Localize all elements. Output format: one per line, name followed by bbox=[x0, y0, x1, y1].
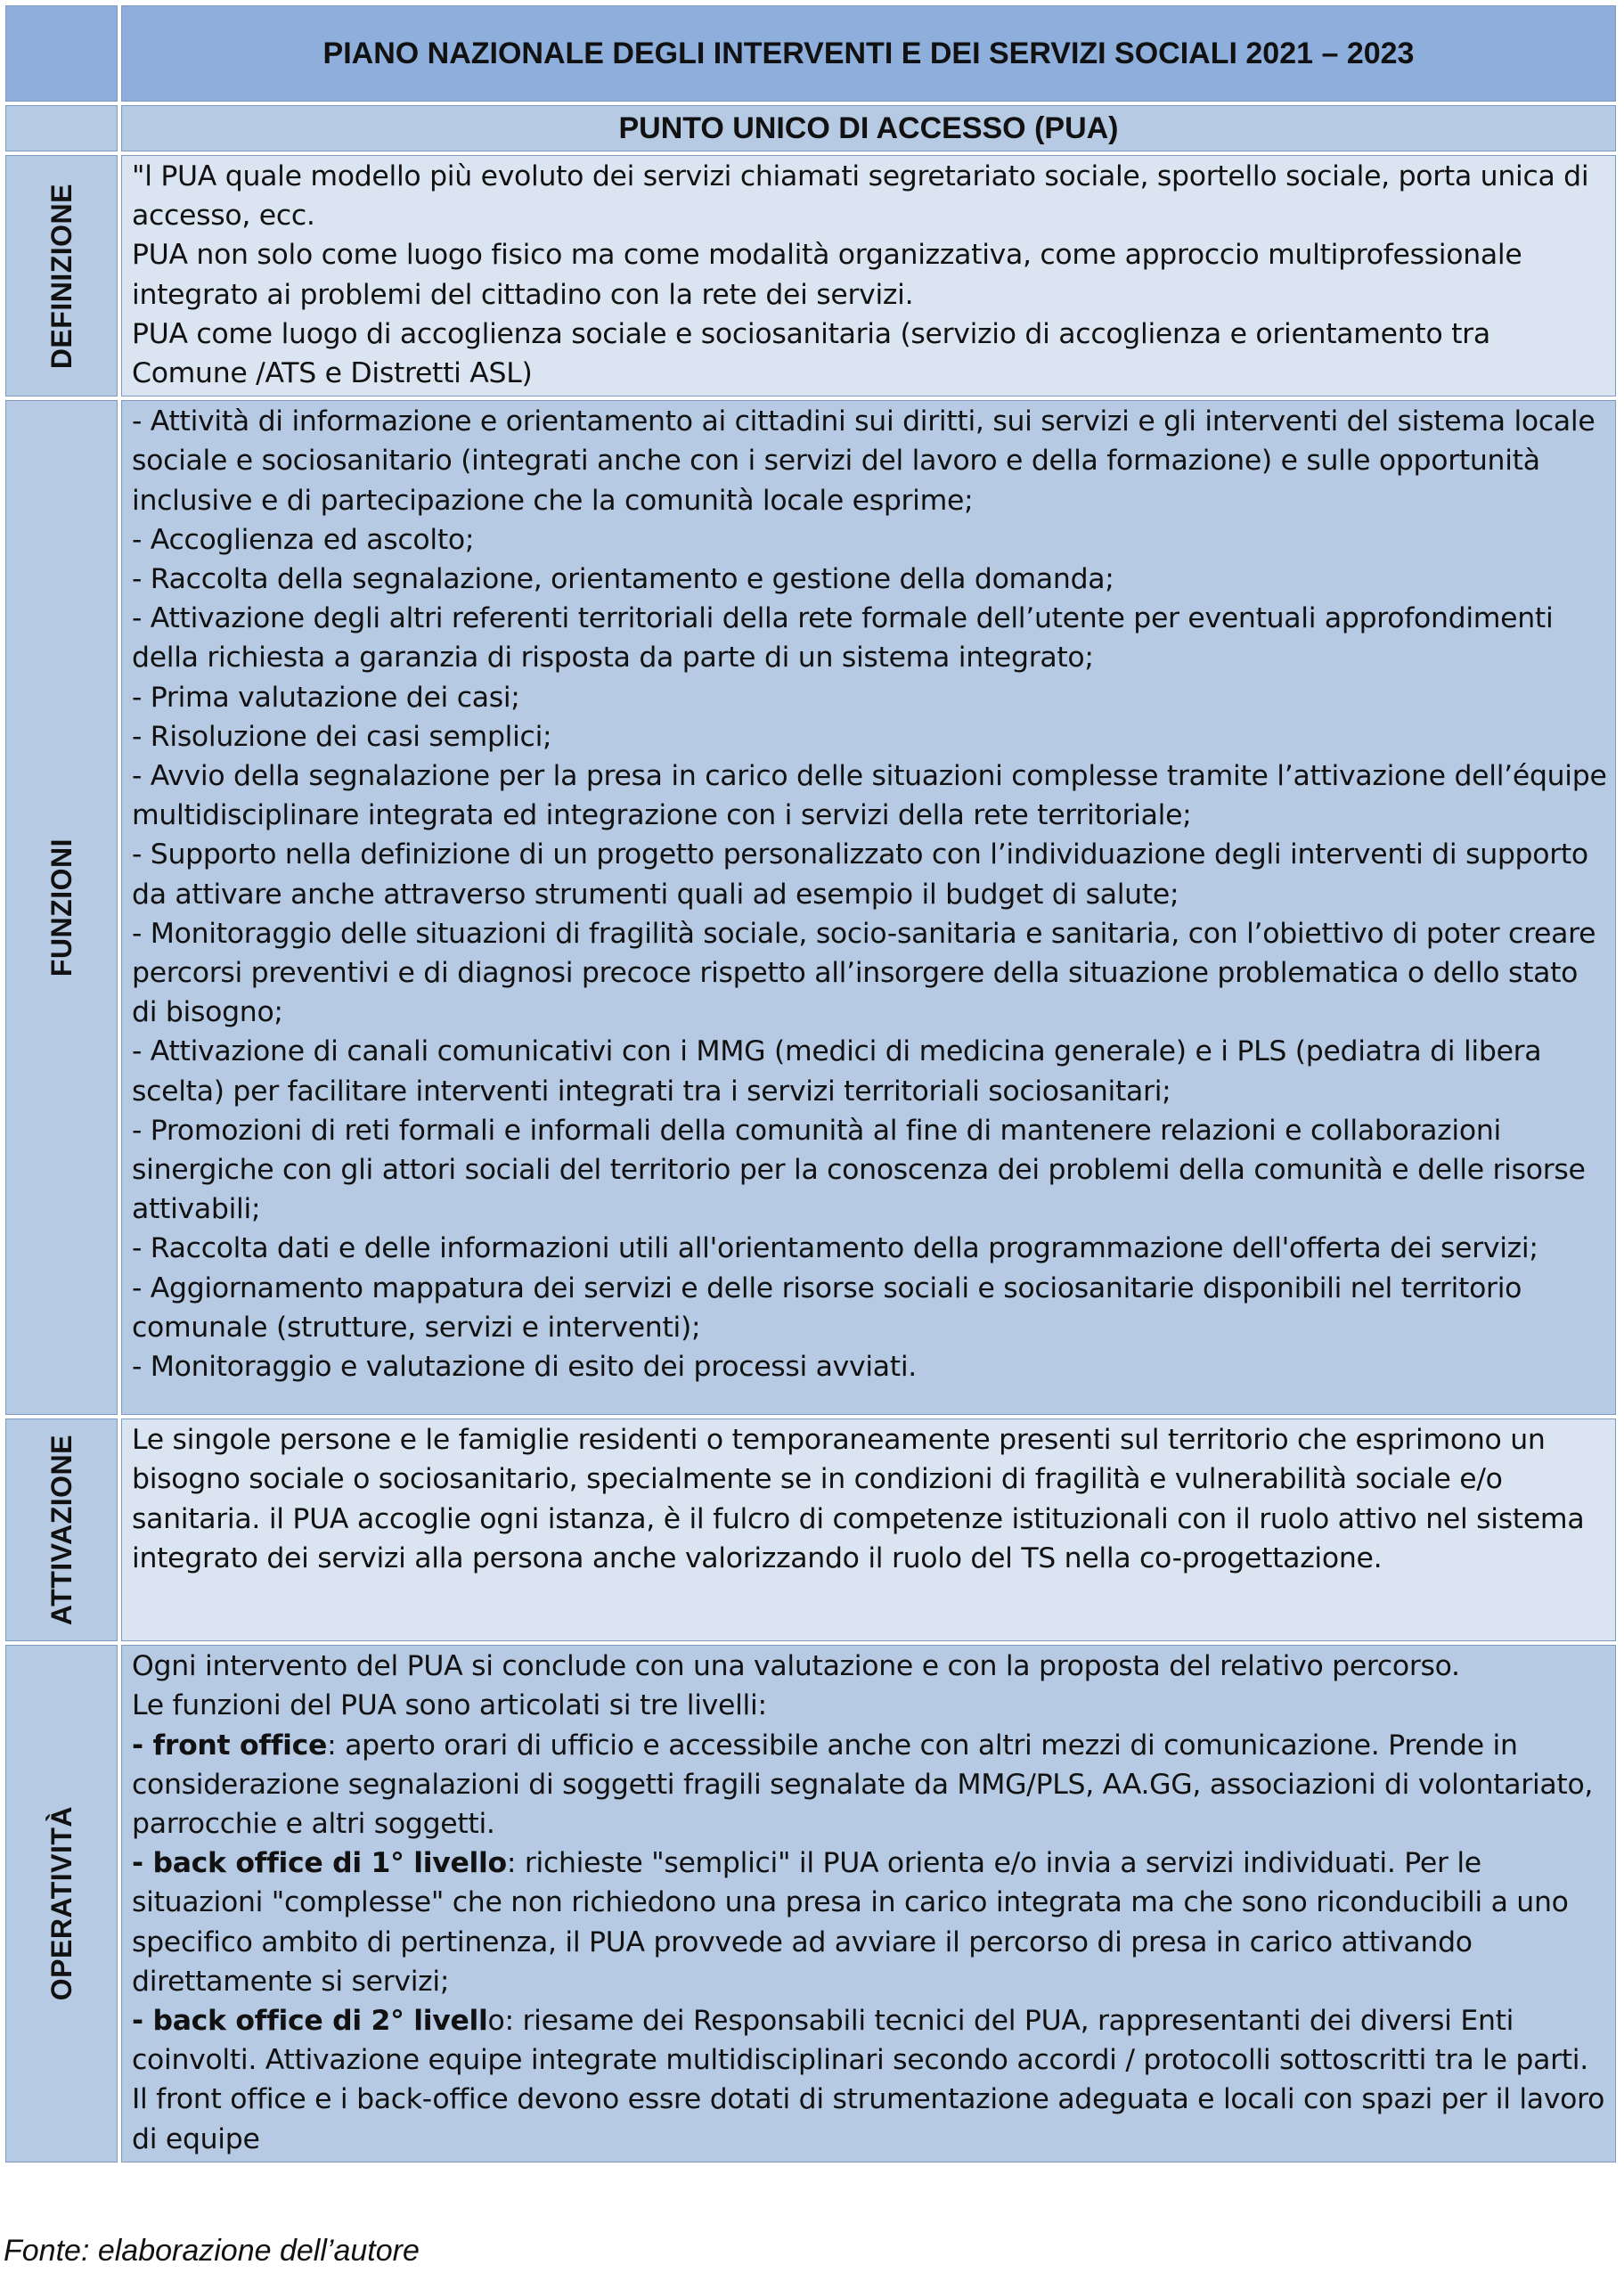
list-item: - Avvio della segnalazione per la presa in carico delle situazioni complesse tramite l’attivazione dell’équipe multidisciplinare integrata ed integrazione con i servizi della rete territoriale; bbox=[132, 760, 1607, 832]
title-corner-cell bbox=[4, 4, 119, 103]
list-item: - Attivazione di canali comunicativi con i MMG (medici di medicina generale) e i PLS (pediatra di libera scelta) per facilitare interventi integrati tra i servizi territoriali sociosanitari; bbox=[132, 1035, 1542, 1108]
section-label-cell bbox=[4, 153, 119, 398]
list-item: - Supporto nella definizione di un progetto personalizzato con l’individuazione degli interventi di supporto da attivare anche attraverso strumenti quali ad esempio il budget di salute; bbox=[132, 838, 1588, 911]
section-attivazione bbox=[4, 1417, 1618, 1643]
section-label-operativita: OPERATIVITÀ bbox=[45, 1806, 78, 2001]
text-line: Il front office e i back-office devono essre dotati di strumentazione adeguata e locali con spazi per il lavoro di equipe bbox=[132, 2083, 1605, 2155]
source-caption: Fonte: elaborazione dell’autore bbox=[4, 2234, 420, 2268]
front-office-text: : aperto orari di ufficio e accessibile anche con altri mezzi di comunicazione. Prende in considerazione segnalazioni di soggetti fragili segnalate da MMG/PLS, AA.GG, associazioni di volontariato, parrocchie e altri soggetti. bbox=[132, 1729, 1594, 1841]
title-row bbox=[4, 4, 1618, 103]
back-office-1-label: - back office di 1° livello bbox=[132, 1847, 507, 1880]
section-label-cell bbox=[4, 398, 119, 1417]
list-item: - Prima valutazione dei casi; bbox=[132, 681, 520, 714]
pua-table bbox=[2, 2, 1620, 2166]
back-office-2-text: o: riesame dei Responsabili tecnici del PUA, rappresentanti dei diversi Enti coinvolti. Attivazione equipe integrate multidisciplinari secondo accordi / protocolli sottoscritti tra le parti. bbox=[132, 2005, 1588, 2077]
text-line: Ogni intervento del PUA si conclude con una valutazione e con la proposta del relativo percorso. bbox=[132, 1650, 1460, 1683]
list-item: - Monitoraggio delle situazioni di fragilità sociale, socio-sanitaria e sanitaria, con l’obiettivo di poter creare percorsi preventivi e di diagnosi precoce rispetto all’insorgere della situazione problematica o dello stato di bisogno; bbox=[132, 917, 1596, 1029]
back-office-1-paragraph bbox=[132, 1844, 1607, 2001]
section-content-cell bbox=[119, 1417, 1618, 1643]
section-label-funzioni: FUNZIONI bbox=[45, 838, 78, 977]
attivazione-text bbox=[121, 1418, 1616, 1582]
back-office-1-text: : richieste "semplici" il PUA orienta e/o invia a servizi individuati. Per le situazioni "complesse" che non richiedono una presa in carico integrata ma che sono riconducibili a uno specifico ambito di pertinenza, il PUA provvede ad avviare il percorso di presa in carico attivando direttamente si servizi; bbox=[132, 1847, 1569, 1998]
table-subtitle: PUNTO UNICO DI ACCESSO (PUA) bbox=[618, 111, 1119, 145]
list-item: - Accoglienza ed ascolto; bbox=[132, 523, 475, 556]
front-office-paragraph bbox=[132, 1726, 1607, 1844]
text-line: Le funzioni del PUA sono articolati si tre livelli: bbox=[132, 1689, 767, 1722]
list-item: - Risoluzione dei casi semplici; bbox=[132, 720, 552, 753]
section-content-cell bbox=[119, 1643, 1618, 2164]
list-item: - Monitoraggio e valutazione di esito dei processi avviati. bbox=[132, 1351, 918, 1384]
section-content-cell bbox=[119, 398, 1618, 1417]
list-item: - Raccolta della segnalazione, orientamento e gestione della domanda; bbox=[132, 563, 1114, 596]
table-title: PIANO NAZIONALE DEGLI INTERVENTI E DEI SERVIZI SOCIALI 2021 – 2023 bbox=[322, 37, 1415, 70]
text-line: "l PUA quale modello più evoluto dei servizi chiamati segretariato sociale, sportello sociale, porta unica di accesso, ecc. bbox=[132, 160, 1589, 233]
list-item: - Aggiornamento mappatura dei servizi e delle risorse sociali e sociosanitarie disponibili nel territorio comunale (strutture, servizi e interventi); bbox=[132, 1271, 1522, 1344]
subtitle-corner-cell bbox=[4, 103, 119, 153]
list-item: - Attività di informazione e orientamento ai cittadini sui diritti, sui servizi e gli interventi del sistema locale sociale e sociosanitario (integrati anche con i servizi del lavoro e della formazione) e sulle opportunità inclusive e di partecipazione che la comunità locale esprime; bbox=[132, 405, 1595, 517]
back-office-2-label: - back office di 2° livell bbox=[132, 2005, 488, 2038]
text-line: PUA non solo come luogo fisico ma come modalità organizzativa, come approccio multiprofessionale integrato ai problemi del cittadino con la rete dei servizi. bbox=[132, 239, 1522, 311]
back-office-2-paragraph bbox=[132, 2001, 1607, 2080]
funzioni-text bbox=[121, 400, 1616, 1390]
section-content-cell bbox=[119, 153, 1618, 398]
list-item: - Raccolta dati e delle informazioni utili all'orientamento della programmazione dell'offerta dei servizi; bbox=[132, 1232, 1538, 1265]
title-cell bbox=[119, 4, 1618, 103]
subtitle-row bbox=[4, 103, 1618, 153]
section-label-definizione: DEFINIZIONE bbox=[45, 183, 78, 369]
list-item: - Attivazione degli altri referenti territoriali della rete formale dell’utente per eventuali approfondimenti della richiesta a garanzia di risposta da parte di un sistema integrato; bbox=[132, 602, 1554, 674]
operativita-text bbox=[121, 1645, 1616, 2162]
text-line: Le singole persone e le famiglie residenti o temporaneamente presenti sul territorio che esprimono un bisogno sociale o sociosanitario, specialmente se in condizioni di fragilità e vulnerabilità sociale e/o sanitaria. il PUA accoglie ogni istanza, è il fulcro di competenze istituzionali con il ruolo attivo nel sistema integrato dei servizi alla persona anche valorizzando il ruolo del TS nella co-progettazione. bbox=[132, 1424, 1585, 1574]
section-label-cell bbox=[4, 1417, 119, 1643]
text-line: PUA come luogo di accoglienza sociale e sociosanitaria (servizio di accoglienza e orientamento tra Comune /ATS e Distretti ASL) bbox=[132, 317, 1490, 390]
front-office-label: - front office bbox=[132, 1729, 328, 1762]
section-definizione bbox=[4, 153, 1618, 398]
section-funzioni bbox=[4, 398, 1618, 1417]
subtitle-cell bbox=[119, 103, 1618, 153]
section-label-attivazione: ATTIVAZIONE bbox=[45, 1435, 78, 1626]
list-item: - Promozioni di reti formali e informali della comunità al fine di mantenere relazioni e collaborazioni sinergiche con gli attori sociali del territorio per la conoscenza dei problemi della comunità e delle risorse attivabili; bbox=[132, 1114, 1586, 1226]
section-label-cell bbox=[4, 1643, 119, 2164]
section-operativita bbox=[4, 1643, 1618, 2164]
definizione-text bbox=[121, 155, 1616, 397]
